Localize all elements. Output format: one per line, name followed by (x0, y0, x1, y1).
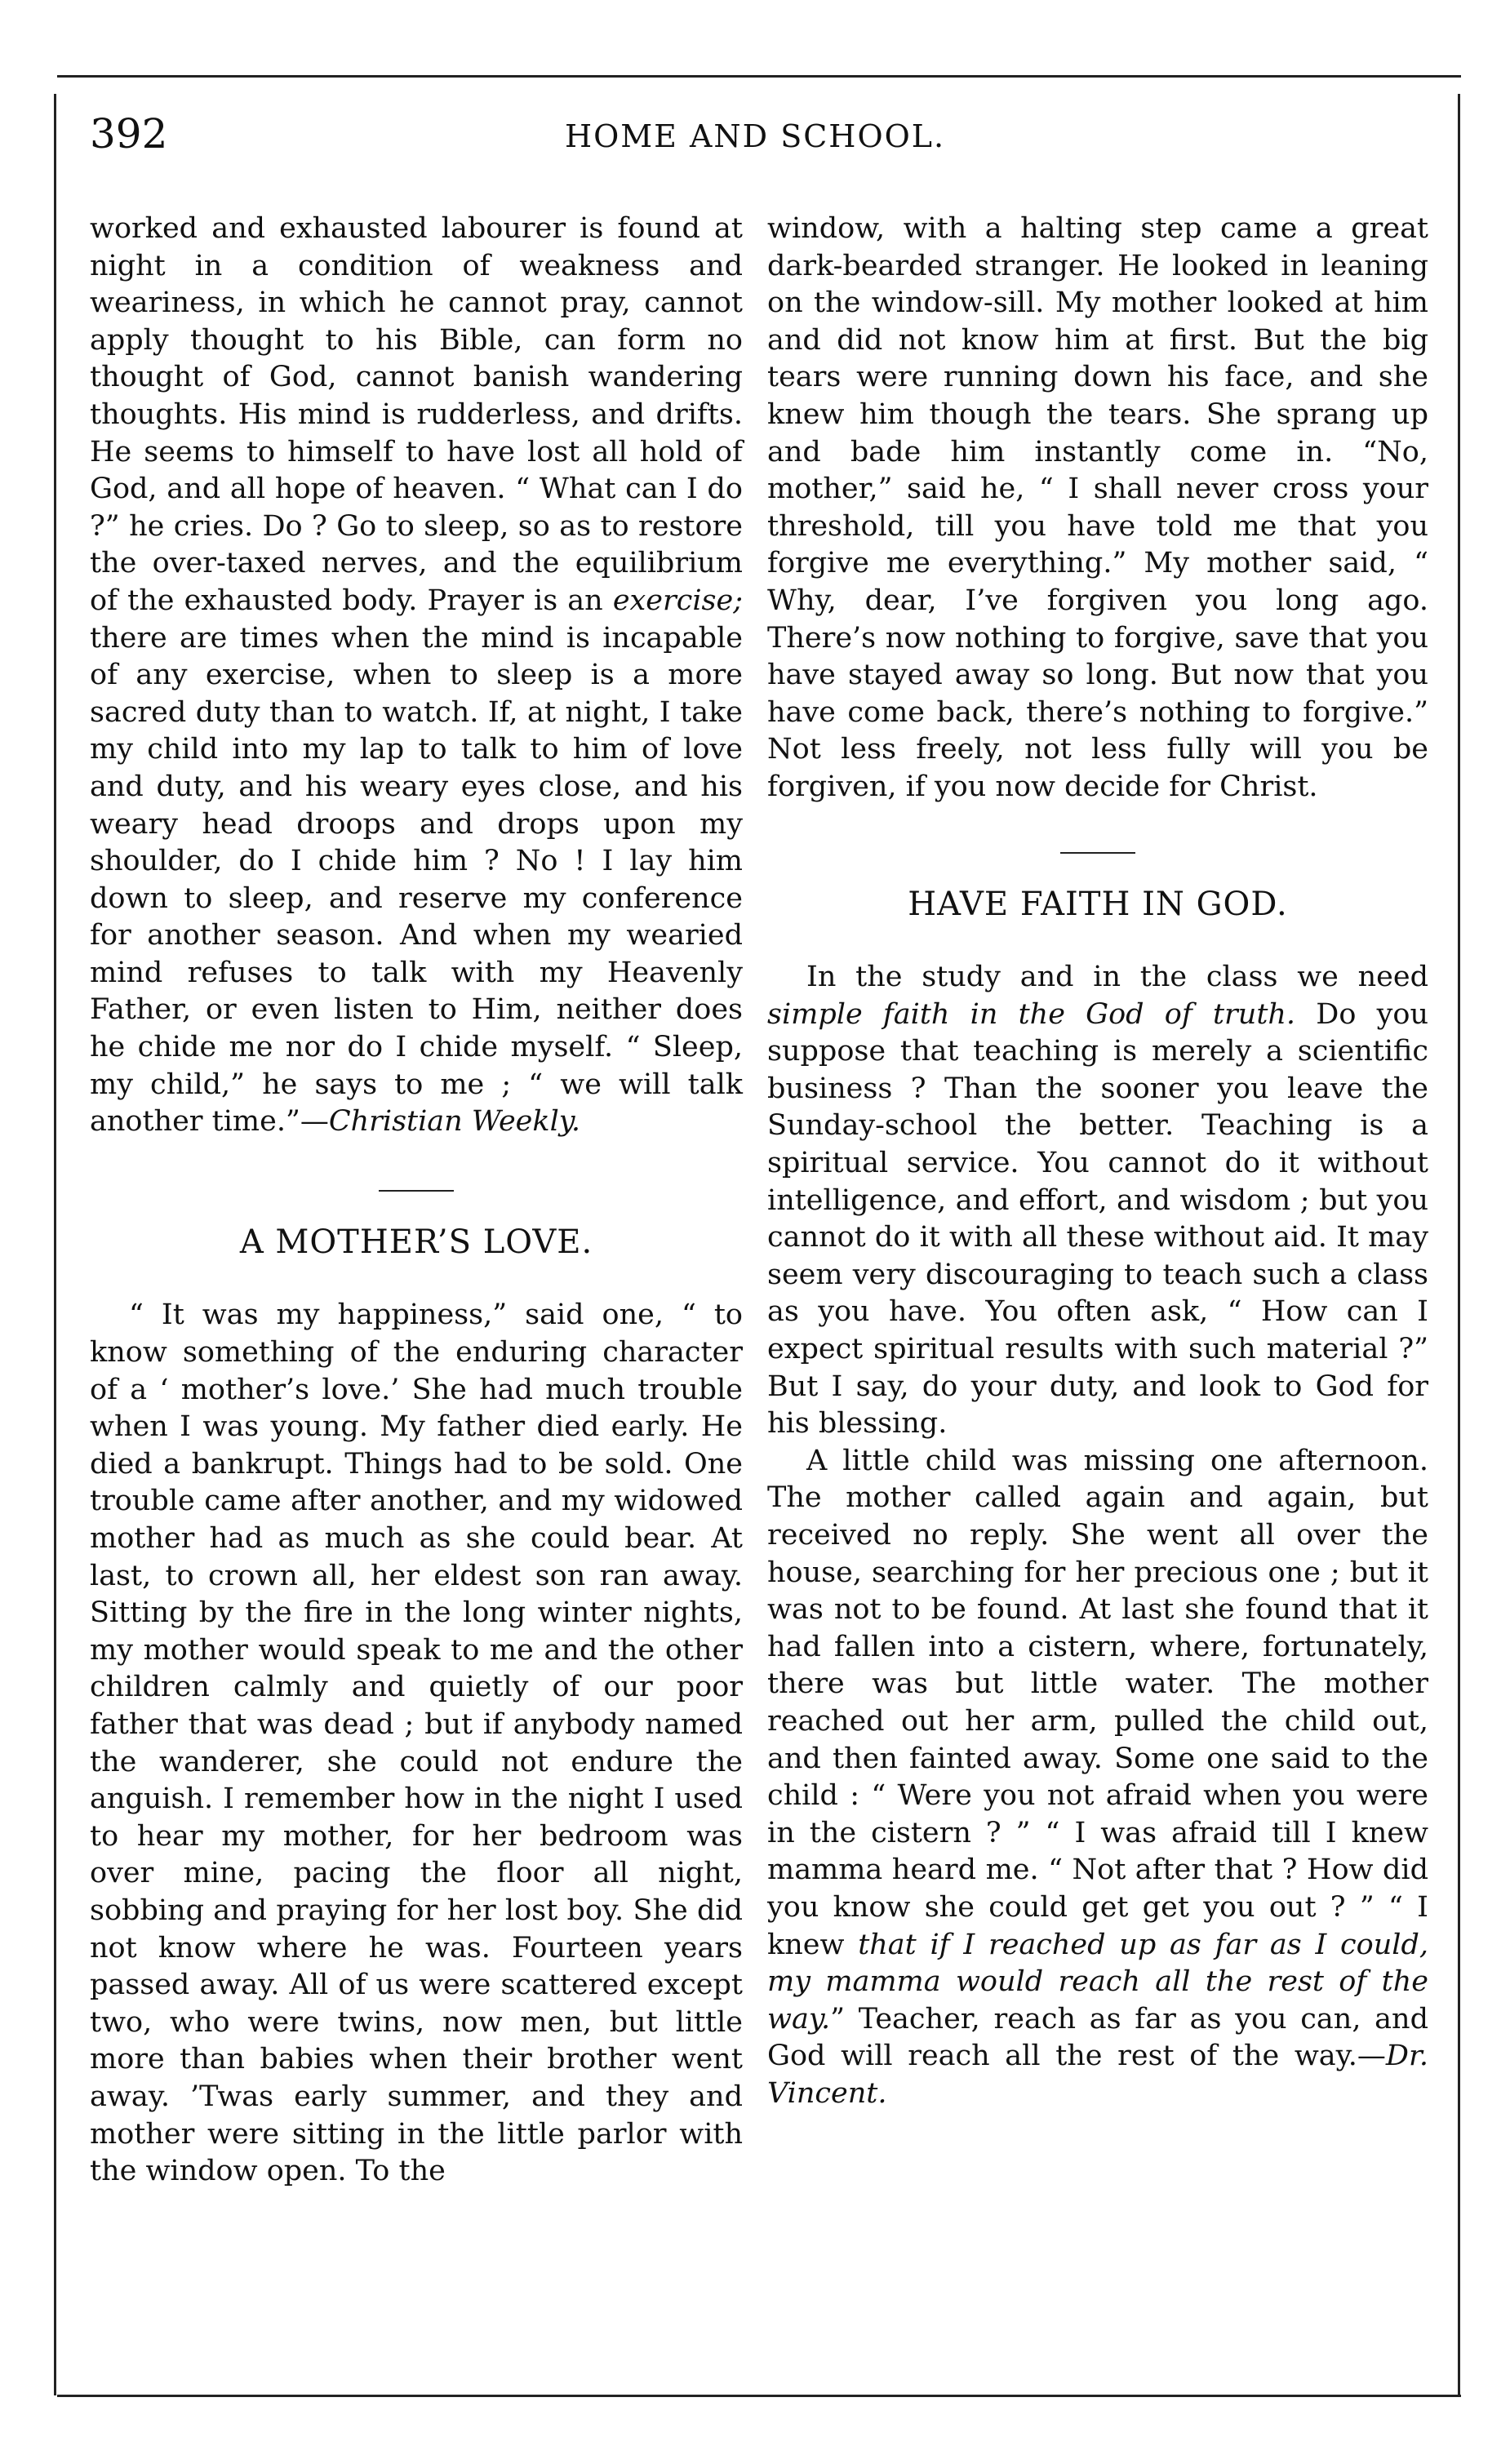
right-column (767, 211, 1428, 2113)
right-border-rule (1458, 94, 1460, 2395)
section-divider (1060, 852, 1135, 854)
paragraph-text: Do you suppose that teaching is merely a scientific business ? Than the sooner you leave the Sunday-school the better. Teaching is a spiritual service. You cannot do it without intelligence, and effort, and wisdom ; but you cannot do it with all these without aid. It may seem very discouraging to teach such a class as you have. You often ask, “ How can I expect spiritual results with such material ?” But I say, do your duty, and look to God for his blessing. (767, 997, 1428, 1441)
paragraph-text: ” Teacher, reach as far as you can, and God will reach all the rest of the way.— (767, 2002, 1428, 2073)
article-continuation: window, with a halting step came a great dark-bearded stranger. He looked in leaning on the window-sill. My mother looked at him and did not know him at first. But the big tears were running down his face, and she knew him though the tears. She sprang up and bade him instantly come in. “No, mother,” said he, “ I shall never cross your threshold, till you have told me that you forgive me everything.” My mother said, “ Why, dear, I’ve forgiven you long ago. There’s now nothing to forgive, save that you have stayed away so long. But now that you have come back, there’s nothing to forgive.” Not less freely, not less fully will you be forgiven, if you now decide for Christ. (767, 212, 1428, 803)
emphasis-text: that if I reached up as far as I could, my mamma would reach all the rest of the way. (767, 1928, 1429, 2036)
paragraph-text: A little child was missing one afternoon. The mother called again and again, but received no reply. She went all over the house, searching for her precious one ; but it was not to be found. At last she found that it had fallen into a cistern, where, fortunately, there was but little water. The mother reached out her arm, pulled the child out, and then fainted away. Some one said to the child : “ Were you not afraid when you were in the cistern ? ” “ I was afraid till I knew mamma heard me. “ Not after that ? How did you know she could get get you out ? ” “ I knew (767, 1444, 1428, 1961)
section-heading: A MOTHER’S LOVE. (239, 1223, 593, 1261)
page-number: 392 (90, 110, 168, 158)
paragraph (767, 1443, 1428, 2113)
source-citation: Dr. Vincent. (767, 2040, 1428, 2110)
paragraph-text: In the study and in the class we need (806, 961, 1428, 994)
emphasis-text: simple faith in the God of truth. (767, 997, 1296, 1031)
running-title: HOME AND SCHOOL. (564, 118, 946, 154)
left-column (90, 211, 743, 2191)
top-rule (57, 75, 1461, 78)
paragraph-text: there are times when the mind is incapable of any exercise, when to sleep is a more sacred duty than to watch. If, at night, I take my child into my lap to talk to him of love and duty, and his weary eyes close, and his weary head droops and drops upon my shoulder, do I chide him ? No ! I lay him down to sleep, and reserve my conference for another season. And when my wearied mind refuses to talk with my Heavenly Father, or even listen to Him, neither does he chide me nor do I chide myself. “ Sleep, my child,” he says to me ; “ we will talk another time.”— (90, 621, 743, 1139)
bottom-rule (57, 2395, 1461, 2397)
paragraph (767, 959, 1428, 1443)
paragraph: “ It was my happiness,” said one, “ to know something of the enduring character of a ‘ mother’s love.’ She had much trouble when I was young. My father died early. He died a bankrupt. Things had to be sold. One trouble came after another, and my widowed mother had as much as she could bear. At last, to crown all, her eldest son ran away. Sitting by the fire in the long winter nights, my mother would speak to me and the other children calmly and quietly of our poor father that was dead ; but if anybody named the wanderer, she could not endure the anguish. I remember how in the night I used to hear my mother, for her bedroom was over mine, pacing the floor all night, sobbing and praying for her lost boy. She did not know where he was. Fourteen years passed away. All of us were scattered except two, who were twins, now men, but little more than babies when their brother went away. ’Twas early summer, and they and mother were sitting in the little parlor with the window open. To the (90, 1299, 743, 2188)
section-divider (379, 1190, 454, 1192)
emphasis-text: exercise; (612, 584, 743, 617)
section-heading: HAVE FAITH IN GOD. (908, 885, 1288, 923)
source-citation: Christian Weekly. (328, 1105, 581, 1139)
article-continuation (90, 211, 743, 1141)
left-border-rule (54, 94, 56, 2395)
paragraph-text: worked and exhausted labourer is found at night in a condition of weakness and weariness, in which he cannot pray, cannot apply thought to his Bible, can form no thought of God, cannot banish wandering thoughts. His mind is rudderless, and drifts. He seems to himself to have lost all hold of God, and all hope of heaven. “ What can I do ?” he cries. Do ? Go to sleep, so as to restore the over-taxed nerves, and the equilibrium of the exhausted body. Prayer is an (90, 212, 743, 617)
